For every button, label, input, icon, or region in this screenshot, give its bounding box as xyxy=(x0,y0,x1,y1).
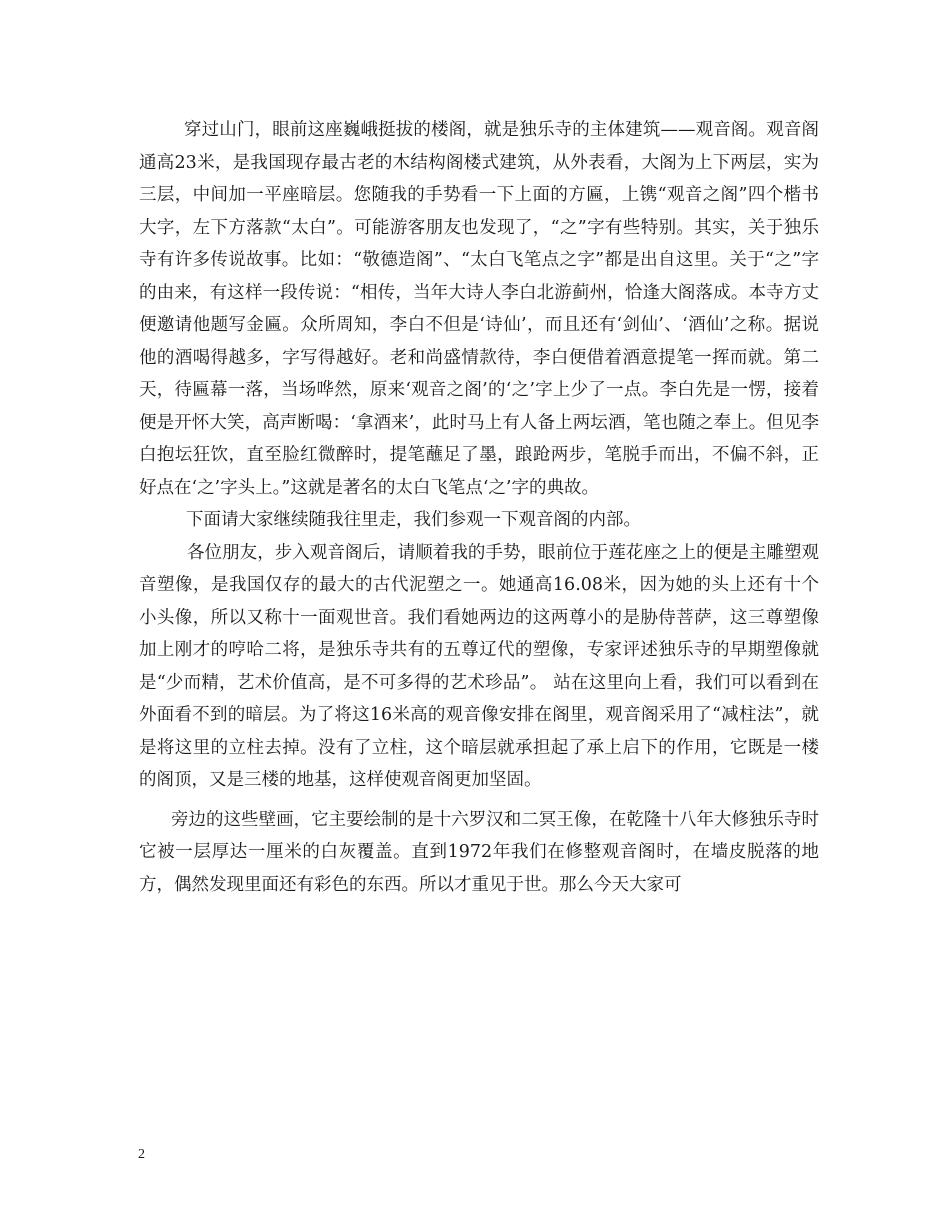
paragraph-guanyin-pavilion: 穿过山门，眼前这座巍峨挺拔的楼阁，就是独乐寺的主体建筑——观音阁。观音阁通高23米，是我国现存最古老的木结构阁楼式建筑，从外表看，大阁为上下两层，实为三层，中间加一平座暗层。您随我的手势看一下上面的方匾，上镌“观音之阁”四个楷书大字，左下方落款“太白”。可能游客朋友也发现了，“之”字有些特别。其实，关于独乐寺有许多传说故事。比如：“敬德造阁”、“太白飞笔点之字”都是出自这里。关于“之”字的由来，有这样一段传说：“相传，当年大诗人李白北游蓟州，恰逢大阁落成。本寺方丈便邀请他题写金匾。众所周知，李白不但是‘诗仙’，而且还有‘剑仙’、‘酒仙’之称。据说他的酒喝得越多，字写得越好。老和尚盛情款待，李白便借着酒意提笔一挥而就。第二天，待匾幕一落，当场哗然，原来‘观音之阁’的‘之’字上少了一点。李白先是一愣，接着便是开怀大笑，高声断喝：‘拿酒来’，此时马上有人备上两坛酒，笔也随之奉上。但见李白抱坛狂饮，直至脸红微醉时，提笔蘸足了墨，踉跄两步，笔脱手而出，不偏不斜，正好点在‘之’字头上。”这就是著名的太白飞笔点‘之’字的典故。 xyxy=(139,120,819,498)
page-number: 2 xyxy=(138,1147,145,1162)
body-text xyxy=(139,114,819,901)
paragraph-go-inside: 下面请大家继续随我往里走，我们参观一下观音阁的内部。 xyxy=(186,510,641,530)
paragraph-guanyin-statue: 各位朋友，步入观音阁后，请顺着我的手势，眼前位于莲花座之上的便是主雕塑观音塑像，是我国仅存的最大的古代泥塑之一。她通高16.08米，因为她的头上还有十个小头像，所以又称十一面观世音。我们看她两边的这两尊小的是胁侍菩萨，这三尊塑像加上刚才的哼哈二将，是独乐寺共有的五尊辽代的塑像，专家评述独乐寺的早期塑像就是“少而精，艺术价值高，是不可多得的艺术珍品”。 站在这里向上看，我们可以看到在外面看不到的暗层。为了将这16米高的观音像安排在阁里，观音阁采用了“减柱法”，就是将这里的立柱去掉。没有了立柱，这个暗层就承担起了承上启下的作用，它既是一楼的阁顶，又是三楼的地基，这样使观音阁更加坚固。 xyxy=(139,542,819,790)
paragraph-murals: 旁边的这些壁画，它主要绘制的是十六罗汉和二冥王像，在乾隆十八年大修独乐寺时它被一层厚达一厘米的白灰覆盖。直到1972年我们在修整观音阁时，在墙皮脱落的地方，偶然发现里面还有彩色的东西。所以才重见于世。那么今天大家可 xyxy=(139,809,819,895)
